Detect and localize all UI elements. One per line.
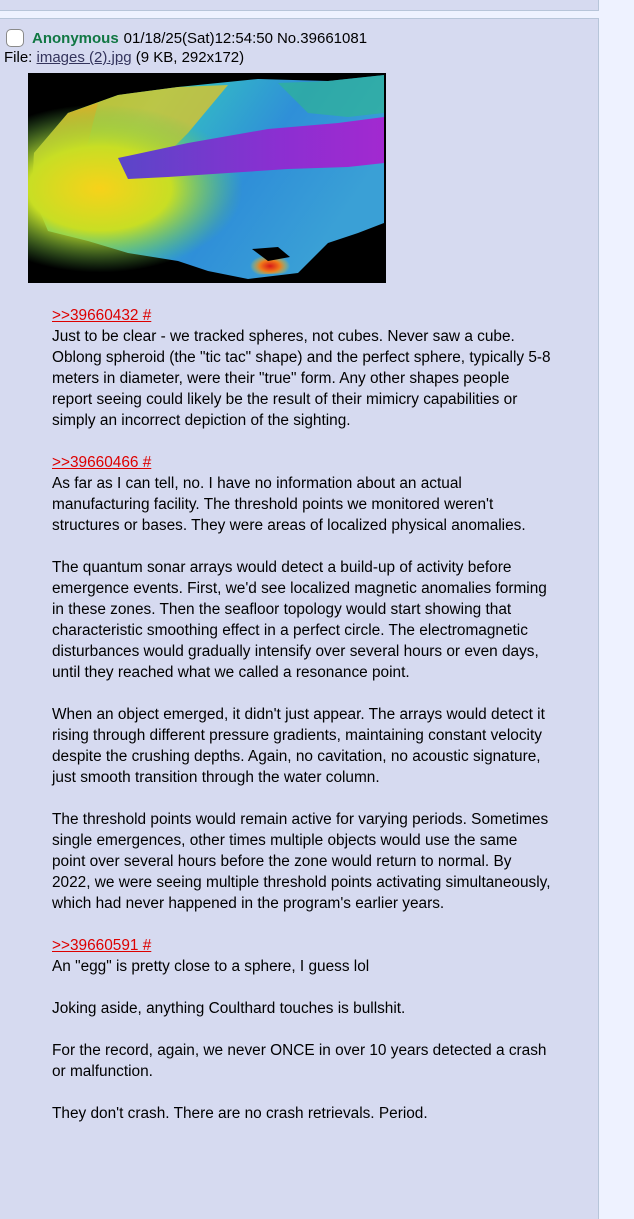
quote-link[interactable]: >>39660432 # [52,307,152,324]
reply-post [0,18,599,1219]
post-info [6,27,367,49]
poster-name: Anonymous [32,29,119,47]
message-paragraph: They don't crash. There are no crash retrievals. Period. [52,1105,428,1122]
post-select-checkbox[interactable] [6,29,24,47]
post-datetime: 01/18/25(Sat)12:54:50 [123,29,273,47]
previous-post-edge [0,0,599,11]
quote-link[interactable]: >>39660466 # [52,454,152,471]
message-paragraph: When an object emerged, it didn't just appear. The arrays would detect it rising through different pressure gradients, maintaining constant velocity despite the crushing depths. Again, no cavitation, no acoustic signature, just smooth transition through the water column. [52,706,545,786]
message-paragraph: The quantum sonar arrays would detect a build-up of activity before emergence events. First, we'd see localized magnetic anomalies forming in these zones. Then the seafloor topology would start showing that characteristic smoothing effect in a perfect circle. The electromagnetic disturbances would gradually intensify over several hours or even days, until they reached what we called a resonance point. [52,559,547,681]
post-message [52,305,552,1145]
message-paragraph: As far as I can tell, no. I have no information about an actual manufacturing facility. The threshold points we monitored weren't structures or bases. They were areas of localized physical anomalies. [52,475,526,534]
bathymetry-map-image [28,73,386,283]
message-paragraph: Just to be clear - we tracked spheres, not cubes. Never saw a cube. Oblong spheroid (the "tic tac" shape) and the perfect sphere, typically 5-8 meters in diameter, were their "true" form. Any other shapes people report seeing could likely be the result of their mimicry capabilities or simply an incorrect depiction of the sighting. [52,328,551,429]
file-label: File: [4,49,37,66]
file-meta: (9 KB, 292x172) [135,49,245,66]
attached-image-thumbnail[interactable] [28,73,386,283]
message-paragraph: For the record, again, we never ONCE in over 10 years detected a crash or malfunction. [52,1042,547,1080]
post-number-link[interactable]: No.39661081 [276,29,368,47]
message-paragraph: An "egg" is pretty close to a sphere, I guess lol [52,958,370,975]
quote-link[interactable]: >>39660591 # [52,937,152,954]
message-paragraph: The threshold points would remain active for varying periods. Sometimes single emergences, other times multiple objects would use the same point over several hours before the zone would return to normal. By 2022, we were seeing multiple threshold points activating simultaneously, which had never happened in the program's earlier years. [52,811,551,912]
message-paragraph: Joking aside, anything Coulthard touches is bullshit. [52,1000,406,1017]
file-link[interactable]: images (2).jpg [36,49,132,66]
file-info [4,49,244,66]
